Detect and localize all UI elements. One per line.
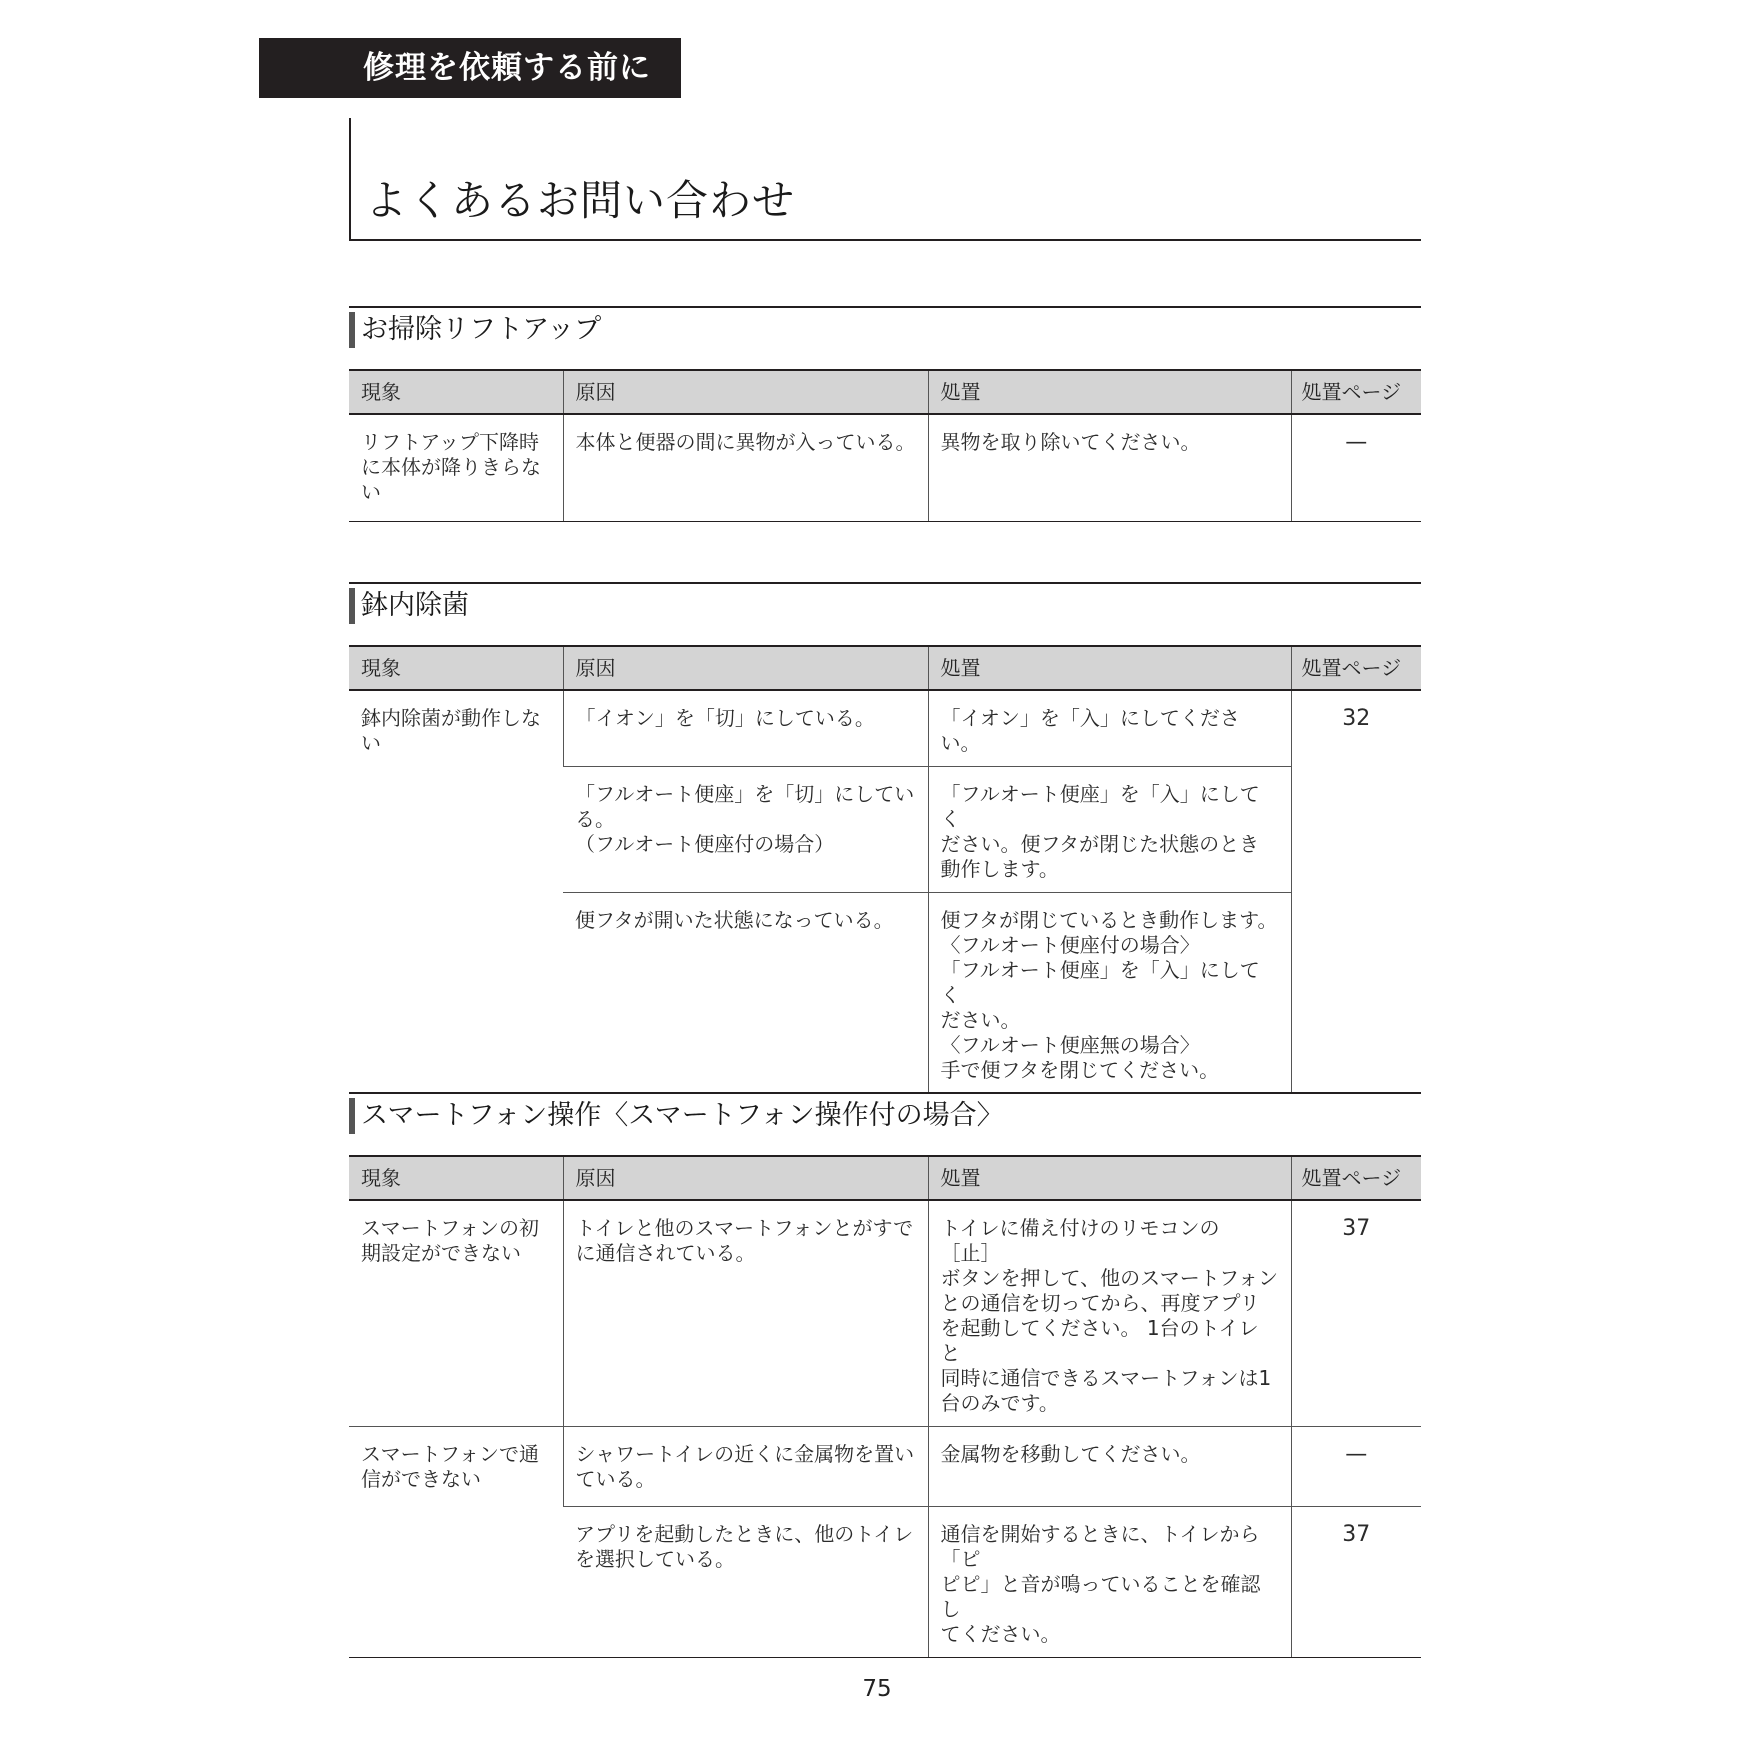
cause-cell: 便フタが開いた状態になっている。 [563,893,928,1094]
section-heading-smartphone [349,1092,1421,1134]
remedy-cell: トイレに備え付けのリモコンの［止］ ボタンを押して、他のスマートフォン との通信を切ってから、再度アプリ を起動してください。 1台のトイレと 同時に通信できるスマートフォンは1 台のみです。 [928,1200,1291,1427]
section-title: 鉢内除菌 [361,590,469,621]
cause-cell: 「フルオート便座」を「切」にしている。 （フルオート便座付の場合） [563,767,928,893]
section-marker [349,588,355,624]
column-header-cause: 原因 [563,370,928,414]
column-header-page: 処置ページ [1291,370,1421,414]
table-row [349,690,1421,767]
symptom-cell: スマートフォンで通 信ができない [349,1427,563,1658]
table-header-row [349,646,1421,690]
remedy-cell: 通信を開始するときに、トイレから「ピ ピピ」と音が鳴っていることを確認し てください。 [928,1507,1291,1658]
remedy-cell: 「イオン」を「入」にしてください。 [928,690,1291,767]
cause-cell: トイレと他のスマートフォンとがすで に通信されている。 [563,1200,928,1427]
symptom-cell: 鉢内除菌が動作しな い [349,690,563,1094]
title-block [349,118,1421,241]
column-header-symptom: 現象 [349,370,563,414]
section-title: お掃除リフトアップ [361,314,602,345]
remedy-cell: 便フタが閉じているとき動作します。 〈フルオート便座付の場合〉 「フルオート便座」を「入」にしてく ださい。 〈フルオート便座無の場合〉 手で便フタを閉じてください。 [928,893,1291,1094]
remedy-cell: 金属物を移動してください。 [928,1427,1291,1507]
faq-table-bowl-sterilization [349,645,1421,1094]
column-header-remedy: 処置 [928,646,1291,690]
section-marker [349,312,355,348]
column-header-remedy: 処置 [928,370,1291,414]
faq-table-smartphone [349,1155,1421,1658]
page-ref-cell: 37 [1291,1200,1421,1427]
column-header-cause: 原因 [563,1156,928,1200]
column-header-symptom: 現象 [349,1156,563,1200]
cause-cell: アプリを起動したときに、他のトイレ を選択している。 [563,1507,928,1658]
page-ref-cell: — [1291,414,1421,521]
section-title: スマートフォン操作〈スマートフォン操作付の場合〉 [361,1100,1004,1131]
remedy-cell: 「フルオート便座」を「入」にしてく ださい。便フタが閉じた状態のとき 動作します。 [928,767,1291,893]
column-header-page: 処置ページ [1291,646,1421,690]
cause-cell: シャワートイレの近くに金属物を置い ている。 [563,1427,928,1507]
column-header-remedy: 処置 [928,1156,1291,1200]
cause-cell: 「イオン」を「切」にしている。 [563,690,928,767]
column-header-page: 処置ページ [1291,1156,1421,1200]
page-ref-cell: — [1291,1427,1421,1507]
remedy-cell: 異物を取り除いてください。 [928,414,1291,521]
table-row [349,414,1421,521]
page-title: よくあるお問い合わせ [365,176,796,225]
faq-table-lift-up [349,369,1421,522]
table-row [349,1200,1421,1427]
table-row [349,1427,1421,1507]
cause-cell: 本体と便器の間に異物が入っている。 [563,414,928,521]
section-marker [349,1098,355,1134]
section-heading-lift-up [349,306,1421,348]
chapter-tab: 修理を依頼する前に [259,38,681,98]
page-ref-cell: 37 [1291,1507,1421,1658]
symptom-cell: リフトアップ下降時 に本体が降りきらな い [349,414,563,521]
column-header-cause: 原因 [563,646,928,690]
table-header-row [349,1156,1421,1200]
table-header-row [349,370,1421,414]
page-number: 75 [862,1676,892,1702]
page-ref-cell: 32 [1291,690,1421,1094]
section-heading-bowl-sterilization [349,582,1421,624]
column-header-symptom: 現象 [349,646,563,690]
symptom-cell: スマートフォンの初 期設定ができない [349,1200,563,1427]
